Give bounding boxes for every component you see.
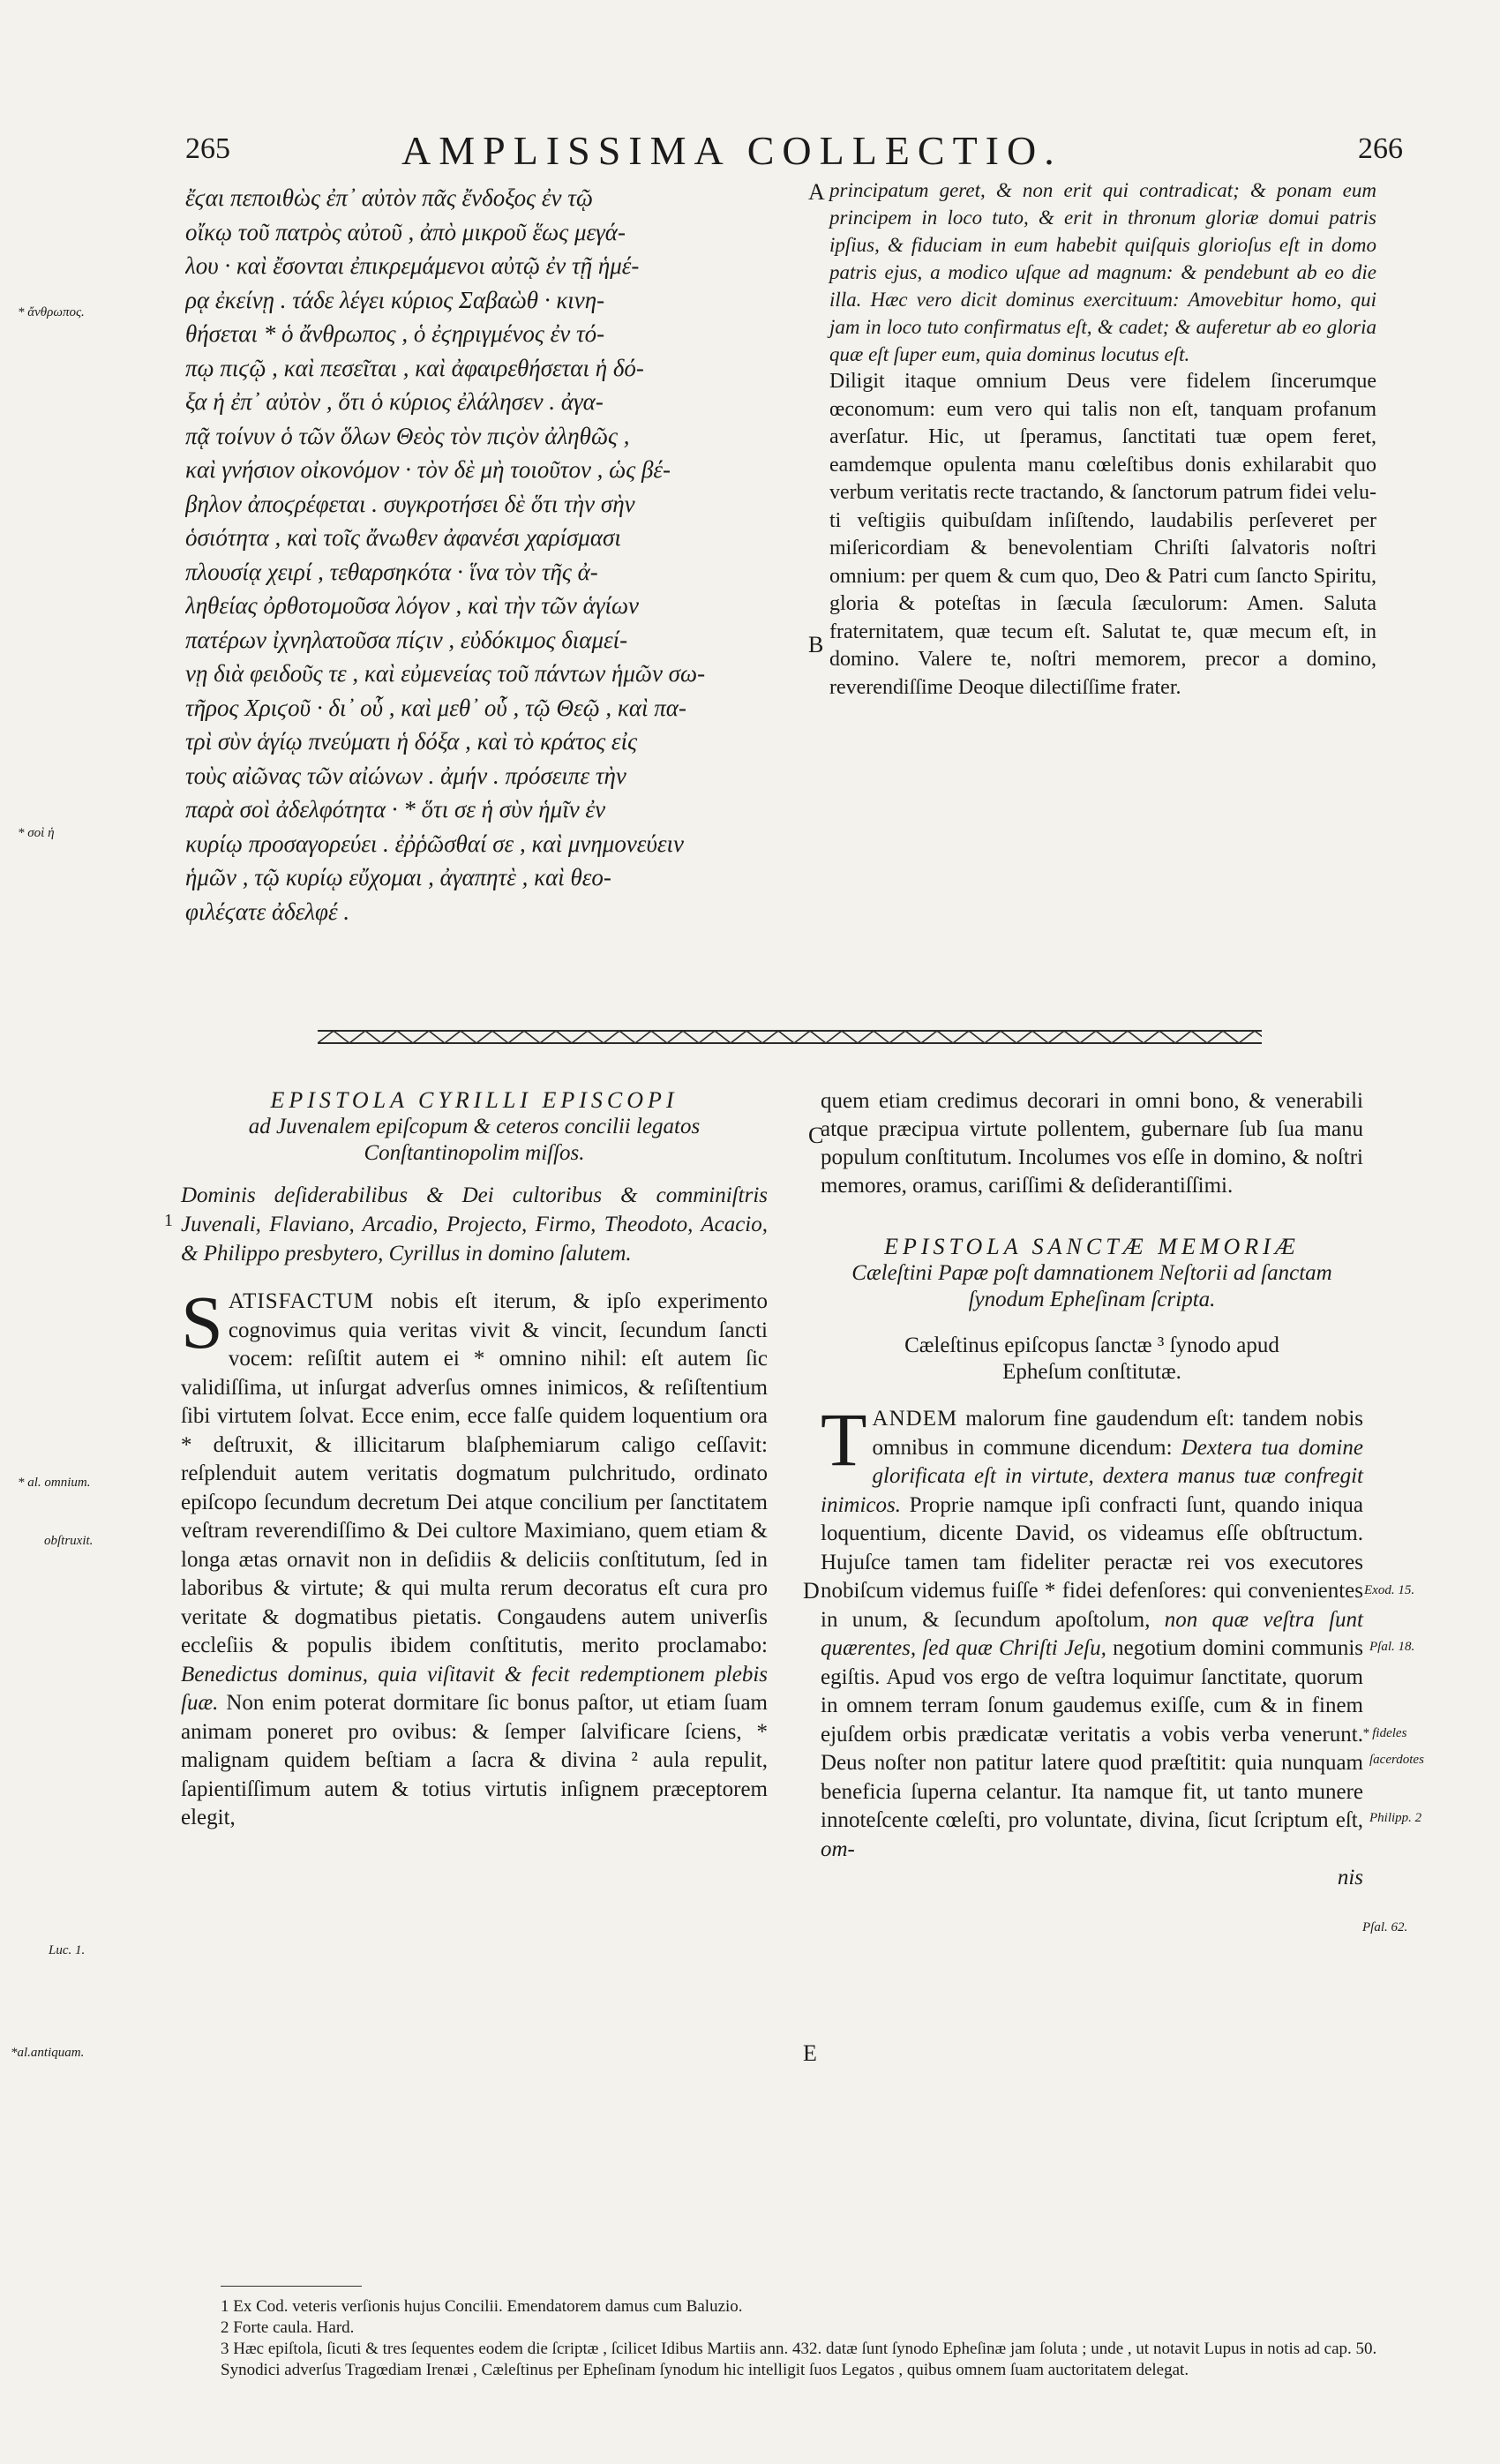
margin-note: Pſal. 62.	[1362, 1920, 1408, 1934]
footnote-rule	[221, 2286, 362, 2287]
margin-note: Luc. 1.	[49, 1943, 86, 1957]
page-number-right: 266	[1358, 132, 1403, 165]
greek-line: πᾷ τοίνυν ὁ τῶν ὅλων Θεὸς τὸν πιϛὸν ἀληθῶς ,	[185, 422, 630, 449]
epistle-body	[181, 1280, 769, 1833]
drop-cap: S	[181, 1280, 223, 1364]
greek-line: φιλέϛατε ἀδελφέ .	[185, 898, 350, 925]
greek-line: ἡμῶν , τῷ κυρίῳ εὔχομαι , ἀγαπητὲ , καὶ θεο-	[185, 864, 611, 890]
greek-line: οἴκῳ τοῦ πατρὸς αὐτοῦ , ἀπὸ μικροῦ ἕως μεγά-	[185, 218, 626, 245]
section-letter-d: D	[803, 1578, 820, 1604]
greek-line: ἔϛαι πεποιθὼς ἐπ᾽ αὐτὸν πᾶς ἔνδοξος ἐν τῷ	[185, 184, 593, 211]
page-number-left: 265	[185, 132, 230, 165]
greek-line: τρὶ σὺν ἁγίῳ πνεύματι ἡ δόξα , καὶ τὸ κράτος εἰς	[185, 728, 638, 755]
section-letter-c: C	[808, 1123, 824, 1148]
epistle-salutation: Dominis deſiderabilibus & Dei cultoribus & comminiſtris Juvenali, Flaviano, Arcadio, Projecto, Firmo, Theodoto, Acacio, & Philippo presbytero, Cyrillus in domino ſalutem.	[181, 1183, 768, 1266]
epistle-title: EPISTOLA SANCTÆ MEMORIÆ	[884, 1234, 1300, 1259]
catchword: nis	[1337, 1866, 1363, 1889]
latin-italic-text: principatum geret, & non erit qui contradicat; & ponam eum principem in loco tuto, & erit in thronum gloriæ domui patris ipſius, & fiduciam in eum habebit quiſquis glorioſus eſt in domo patris ejus, a modico uſque ad magnum: & pendebunt ab eo die illa. Hæc vero dicit dominus exercituum: Amovebitur homo, qui jam in loco tuto confirmatus eſt, & cadet; & auferetur ab eo gloria quæ eſt ſuper eum, quia dominus locutus eſt.	[829, 179, 1376, 365]
footnote: 1 Ex Cod. veteris verſionis hujus Concilii. Emendatorem damus cum Baluzio.	[221, 2297, 743, 2316]
greek-line: κυρίῳ προσαγορεύει . ἐῤῥῶσθαί σε , καὶ μνημονεύειν	[185, 830, 684, 857]
running-title: AMPLISSIMA COLLECTIO.	[401, 128, 1062, 173]
margin-note: ſacerdotes	[1369, 1753, 1424, 1767]
body-text-end: om-	[821, 1837, 855, 1861]
body-text: negotium domini communis egiſtis. Apud vos ergo de veſtra loquimur ſanctitate, quorum in omnem terram ſonum gaudemus exiſſe, cum & in finem ejuſdem orbis prædicatæ veritatis a vobis verba venerunt. Deus noſter non patitur latere quod præſtitit: quia nunquam beneficia ſuperna celantur. Ita namque fit, ut tanto munere innoteſcente cœleſti, pro voluntate, divina, ſicut ſcriptum eſt,	[821, 1636, 1364, 1832]
greek-line: παρὰ σοὶ ἀδελφότητα · * ὅτι σε ἡ σὺν ἡμῖν ἐν	[185, 796, 606, 823]
greek-line: ὁσιότητα , καὶ τοῖς ἄνωθεν ἀφανέσι χαρίσμασι	[185, 524, 621, 551]
footnote-marker: 1	[164, 1211, 173, 1230]
scripture-quote: Dextera tua domine glorificata eſt in virtute, dextera manus tuæ confregit inimicos.	[821, 1435, 1364, 1517]
margin-note: obſtruxit.	[44, 1534, 94, 1548]
body-text: Non enim poterat dormitare ſic bonus paſtor, ut etiam ſuam animam poneret pro ovibus: & ſemper ſalvificare ſciens, * malignam quidem beſtiam a ſacra & divina ² aula repulit, ſapientiſſimum autem & totius virtutis inſignem præceptorem elegit,	[181, 1691, 769, 1829]
continuation-text: quem etiam credimus decorari in omni bono, & venerabili atque præcipua virtute pollentem, gubernare ſub ſua manu populum conſtitutum. Incolumes vos eſſe in domino, & noſtri memores, oramus, cariſſimi & deſiderantiſſimi.	[821, 1089, 1363, 1198]
margin-note: * al. omnium.	[18, 1476, 91, 1490]
greek-line: τῆρος Χριϛοῦ · δι᾽ οὗ , καὶ μεθ᾽ οὗ , τῷ Θεῷ , καὶ πα-	[185, 694, 686, 721]
opening-word: ATISFACTUM	[228, 1289, 374, 1313]
latin-roman-text: Diligit itaque omnium Deus vere fidelem ſincerumque œconomum: eum vero qui talis non eſt, tanquam profanum averſatur. Hic, ut ſperamus, ſanctitati tuæ opem feret, eamdemque opulenta manu cœleſtibus donis exhilarabit quo verbum veritatis recte tractando, & ſanctorum patrum fidei veluti veſtigiis quibuſdam inſiſtendo, laudabilis perſeveret per miſericordiam & benevolentiam Chriſti ſalvatoris noſtri omnium: per quem & cum quo, Deo & Patri cum ſancto Spiritu, gloria & poteſtas in ſæcula ſæculorum: Amen. Saluta fraternitatem, quæ tecum eſt. Salutat te, quæ mecum eſt, in domino. Valere te, noſtri memorem, precor a domino, reverendiſſime Deoque dilectiſſime frater.	[829, 370, 1376, 699]
margin-note: Pſal. 18.	[1369, 1640, 1415, 1654]
epistle-salutation: Cæleſtinus epiſcopus ſanctæ ³ ſynodo apud Epheſum conſtitutæ.	[904, 1333, 1279, 1384]
greek-line: ξα ἡ ἐπ᾽ αὐτὸν , ὅτι ὁ κύριος ἐλάλησεν . ἀγα-	[185, 388, 604, 415]
greek-line: ληθείας ὀρθοτομοῦσα λόγον , καὶ τὴν τῶν ἁγίων	[185, 592, 640, 619]
greek-line: πλουσίᾳ χειρί , τεθαρσηκότα · ἵνα τὸν τῆς ἀ-	[185, 558, 598, 585]
greek-line: θήσεται * ὁ ἄνθρωπος , ὁ ἐϛηριγμένος ἐν τό-	[185, 320, 605, 347]
section-letter-a: A	[808, 179, 825, 205]
epistle-title: EPISTOLA CYRILLI EPISCOPI	[270, 1087, 679, 1113]
greek-line: λου · καὶ ἔσονται ἐπικρεμάμενοι αὐτῷ ἐν τῇ ἡμέ-	[185, 252, 640, 279]
body-text: nobis eſt iterum, & ipſo experimento cognovimus quia veritas vivit & vincit, ſecundum ſancti vocem: reſiſtit autem ei * omnino nihil: eſt autem ſic validiſſima, ut inſurgat adverſus omnes inimicos, & reſiſtentium ſibi virtutem ſolvat. Ecce enim, ecce falſe quidem loquentium ora * deſtruxit, & illicitarum blaſphemiarum caligo ceſſavit: reſplenduit autem veritatis dogmatum pulchritudo, ordinato epiſcopo ſecundum decretum Dei atque concilium per ſanctitatem veſtram reverendiſſimo & Dei cultore Maximiano, quem etiam & longa ætas ornavit non in deſidiis & deliciis conſtitutum, ſed in laboribus & virtute; & qui multa rerum decoratus eſt cura pro veritate & dogmatibus pietatis. Congaudens autem univerſis eccleſiis & populis ibidem conſtitutis, merito proclamabo:	[181, 1289, 769, 1657]
scripture-quote: non quæ veſtra ſunt quærentes, ſed quæ Chriſti Jeſu,	[821, 1607, 1363, 1660]
greek-line: τοὺς αἰῶνας τῶν αἰώνων . ἀμήν . πρόσειπε τὴν	[185, 762, 626, 789]
greek-line: πῳ πιϛῷ , καὶ πεσεῖται , καὶ ἀφαιρεθήσεται ἡ δό-	[185, 354, 644, 381]
margin-note: Exod. 15.	[1364, 1583, 1415, 1597]
latin-column-top	[829, 177, 1376, 702]
section-letter-e: E	[803, 2040, 817, 2066]
greek-line: ρᾳ ἐκείνῃ . τάδε λέγει κύριος Σαβαὼθ · κινη-	[185, 286, 605, 313]
drop-cap: T	[821, 1397, 867, 1482]
margin-note: *al.antiquam.	[11, 2046, 85, 2060]
margin-note: * ἄνθρωπος.	[18, 305, 85, 319]
greek-line: βηλον ἀποϛρέφεται . συγκροτήσει δὲ ὅτι τὴν σὴν	[185, 490, 635, 517]
greek-line: νῃ διὰ φειδοῦς τε , καὶ εὐμενείας τοῦ πάντων ἡμῶν σω-	[185, 660, 706, 687]
greek-line: πατέρων ἰχνηλατοῦσα πίϛιν , εὐδόκιμος διαμεί-	[185, 626, 628, 653]
footnote: 3 Hæc epiſtola, ſicuti & tres ſequentes eodem die ſcriptæ , ſcilicet Idibus Martiis ann. 432. datæ ſunt ſynodo Epheſinæ jam ſoluta ; unde , ut notavit Lupus in notis ad cap. 50. Synodici adverſus Tragœdiam Irenæi , Cæleſtinus per Epheſinam ſynodum hic intelligit ſuos Legatos , quibus omnem ſuam auctoritatem delegat.	[221, 2340, 1377, 2379]
opening-word: ANDEM	[872, 1407, 958, 1431]
section-letter-b: B	[808, 632, 824, 657]
epistle-subtitle: ad Juvenalem epiſcopum & ceteros concilii legatos Conſtantinopolim miſſos.	[248, 1115, 701, 1165]
footnote: 2 Forte caula. Hard.	[221, 2318, 355, 2337]
margin-note: Philipp. 2	[1369, 1811, 1422, 1825]
epistle-subtitle: Cæleſtini Papæ poſt damnationem Neſtorii ad ſanctam ſynodum Epheſinam ſcripta.	[851, 1261, 1332, 1311]
greek-line: καὶ γνήσιον οἰκονόμον · τὸν δὲ μὴ τοιοῦτον , ὡς βέ-	[185, 456, 671, 483]
greek-column	[185, 181, 803, 928]
left-epistle	[181, 1087, 768, 1833]
footnotes	[221, 2296, 1394, 2381]
body-text: malorum fine gaudendum eſt: tandem nobis omnibus in commune dicendum:	[872, 1407, 1363, 1460]
right-epistle	[821, 1087, 1363, 1892]
scripture-quote: Benedictus dominus, quia viſitavit & fecit redemptionem plebis ſuæ.	[181, 1662, 768, 1715]
ornamental-rule	[318, 1024, 1262, 1050]
body-text: Proprie namque ipſi confracti ſunt, quando iniqua loquentium, dicente David, os videamus eſſe obſtructum. Hujuſce tamen tam fideliter peractæ rei vos executores nobiſcum videmus fuiſſe * fidei defenſores: qui convenientes in unum, & ſecundum apoſtolum,	[821, 1492, 1363, 1632]
margin-note: * fideles	[1362, 1726, 1407, 1740]
margin-note: * σοὶ ἡ	[18, 826, 55, 840]
epistle-body	[821, 1397, 1364, 1864]
